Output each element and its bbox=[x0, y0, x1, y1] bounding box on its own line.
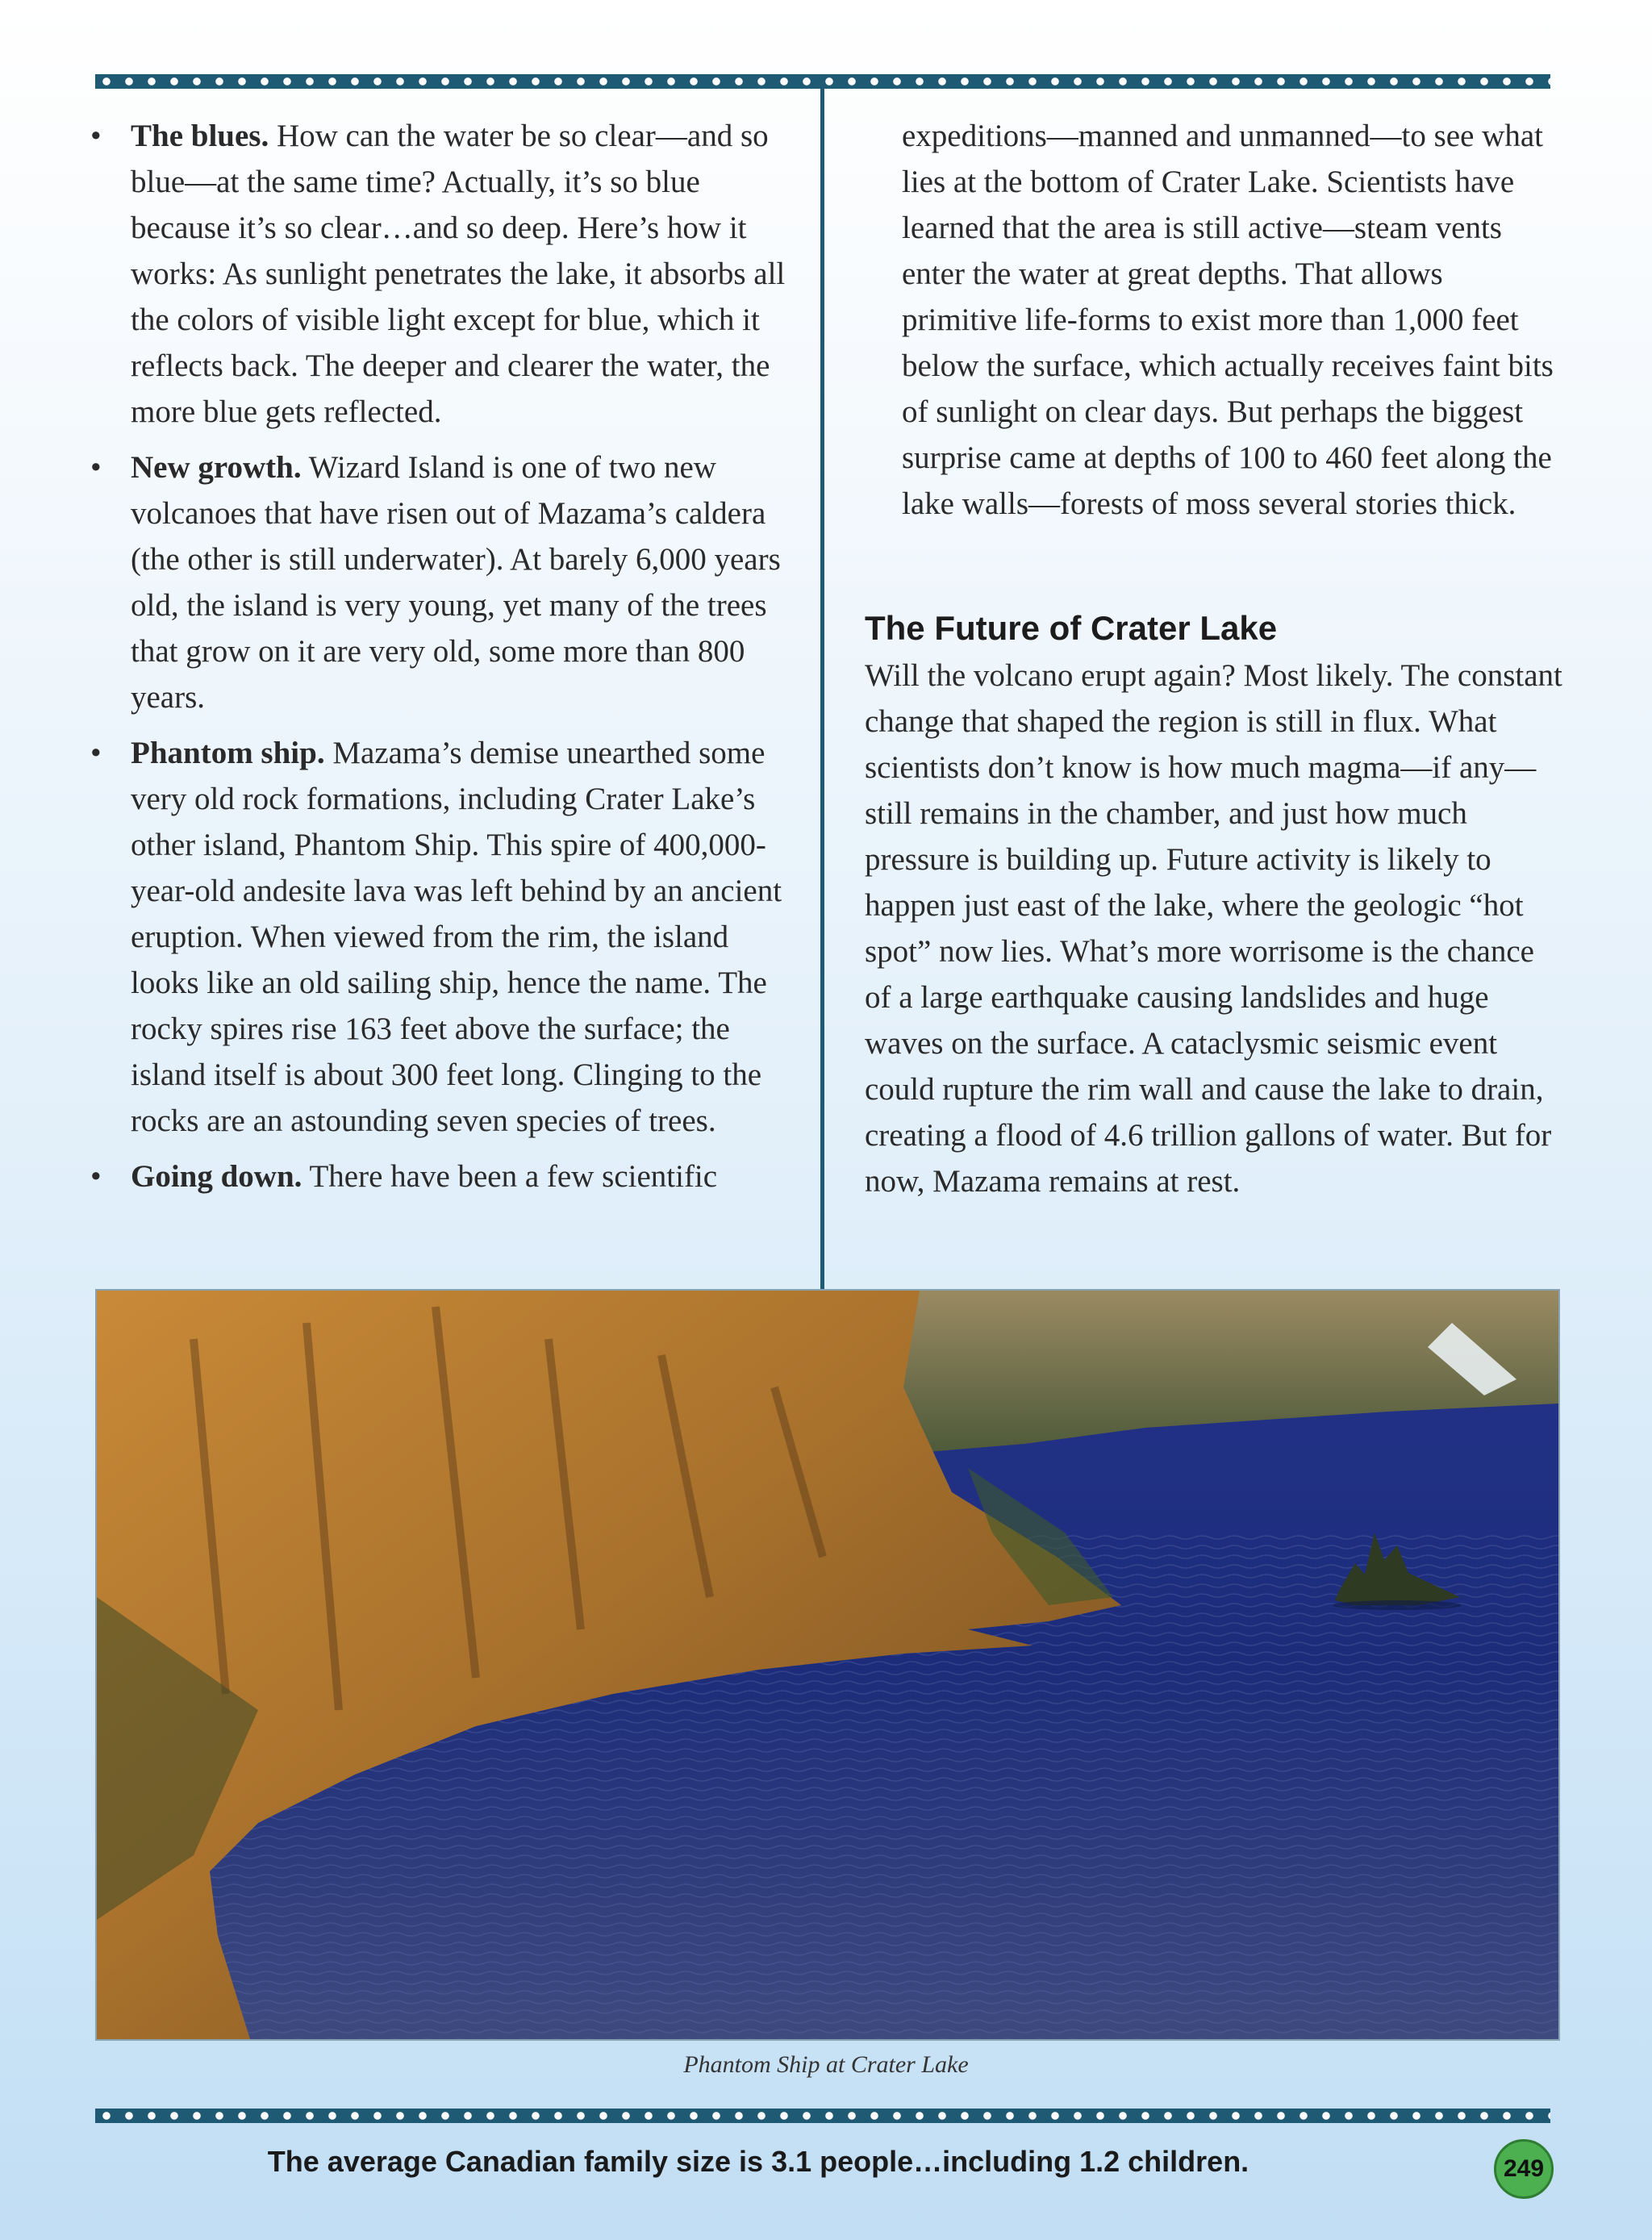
bullet-list bbox=[89, 113, 799, 1199]
footer-fun-fact: The average Canadian family size is 3.1 people…including 1.2 children. bbox=[267, 2145, 1249, 2178]
bullet-icon: • bbox=[90, 119, 102, 153]
bullet-continuation-text: expeditions—manned and unmanned—to see what lies at the bottom of Crater Lake. Scientists have learned that the area is still active—steam vents enter the water at great depths. That allows primitive life-forms to exist more than 1,000 feet below the surface, which actually receives faint bits of sunlight on clear days. But perhaps the biggest surprise came at depths of 100 to 460 feet along the lake walls—forests of moss several stories thick. bbox=[902, 119, 1554, 521]
bullet-lead: New growth. bbox=[131, 450, 302, 485]
right-column bbox=[865, 113, 1563, 1204]
bullet-text: There have been a few scientific bbox=[302, 1159, 718, 1194]
bullet-lead: Going down. bbox=[131, 1159, 302, 1194]
bullet-lead: The blues. bbox=[131, 119, 269, 153]
photo-caption: Phantom Ship at Crater Lake bbox=[683, 2051, 969, 2078]
bullet-icon: • bbox=[90, 1159, 102, 1194]
page-number-badge: 249 bbox=[1494, 2139, 1554, 2199]
column-divider bbox=[820, 89, 824, 1291]
bullet-item-phantom-ship bbox=[89, 730, 799, 1144]
left-column bbox=[89, 113, 799, 1209]
bullet-icon: • bbox=[90, 450, 102, 485]
bullet-text: Wizard Island is one of two new volcanoes that have risen out of Mazama’s caldera (the other is still underwater). At barely 6,000 years old, the island is very young, yet many of the trees that grow on it are very old, some more than 800 years. bbox=[131, 450, 781, 715]
section-paragraph: Will the volcano erupt again? Most likely. The constant change that shaped the region is still in flux. What scientists don’t know is how much magma—if any—still remains in the chamber, and just how much pressure is building up. Future activity is likely to happen just east of the lake, where the geologic “hot spot” now lies. What’s more worrisome is the chance of a large earthquake causing landslides and huge waves on the surface. A cataclysmic seismic event could rupture the rim wall and cause the lake to drain, creating a flood of 4.6 trillion gallons of water. But for now, Mazama remains at rest. bbox=[865, 658, 1562, 1199]
crater-lake-photo bbox=[95, 1289, 1560, 2041]
bullet-item-new-growth bbox=[89, 444, 799, 720]
section-heading: The Future of Crater Lake bbox=[865, 609, 1278, 647]
bullet-text: How can the water be so clear—and so blue—at the same time? Actually, it’s so blue because it’s so clear…and so deep. Here’s how it works: As sunlight penetrates the lake, it absorbs all the colors of visible light except for blue, which it reflects back. The deeper and clearer the water, the more blue gets reflected. bbox=[131, 119, 786, 429]
bullet-text: Mazama’s demise unearthed some very old rock formations, including Crater Lake’s other island, Phantom Ship. This spire of 400,000-year-old andesite lava was left behind by an ancient eruption. When viewed from the rim, the island looks like an old sailing ship, hence the name. The rocky spires rise 163 feet above the surface; the island itself is about 300 feet long. Clinging to the rocks are an astounding seven species of trees. bbox=[131, 736, 782, 1138]
bottom-dotted-rule bbox=[95, 2109, 1550, 2123]
top-dotted-rule bbox=[95, 74, 1550, 89]
bullet-icon: • bbox=[90, 736, 102, 770]
bullet-item-going-down bbox=[89, 1153, 799, 1199]
phantom-ship-landscape-image bbox=[97, 1291, 1558, 2039]
bullet-item-the-blues bbox=[89, 113, 799, 435]
bullet-lead: Phantom ship. bbox=[131, 736, 325, 770]
